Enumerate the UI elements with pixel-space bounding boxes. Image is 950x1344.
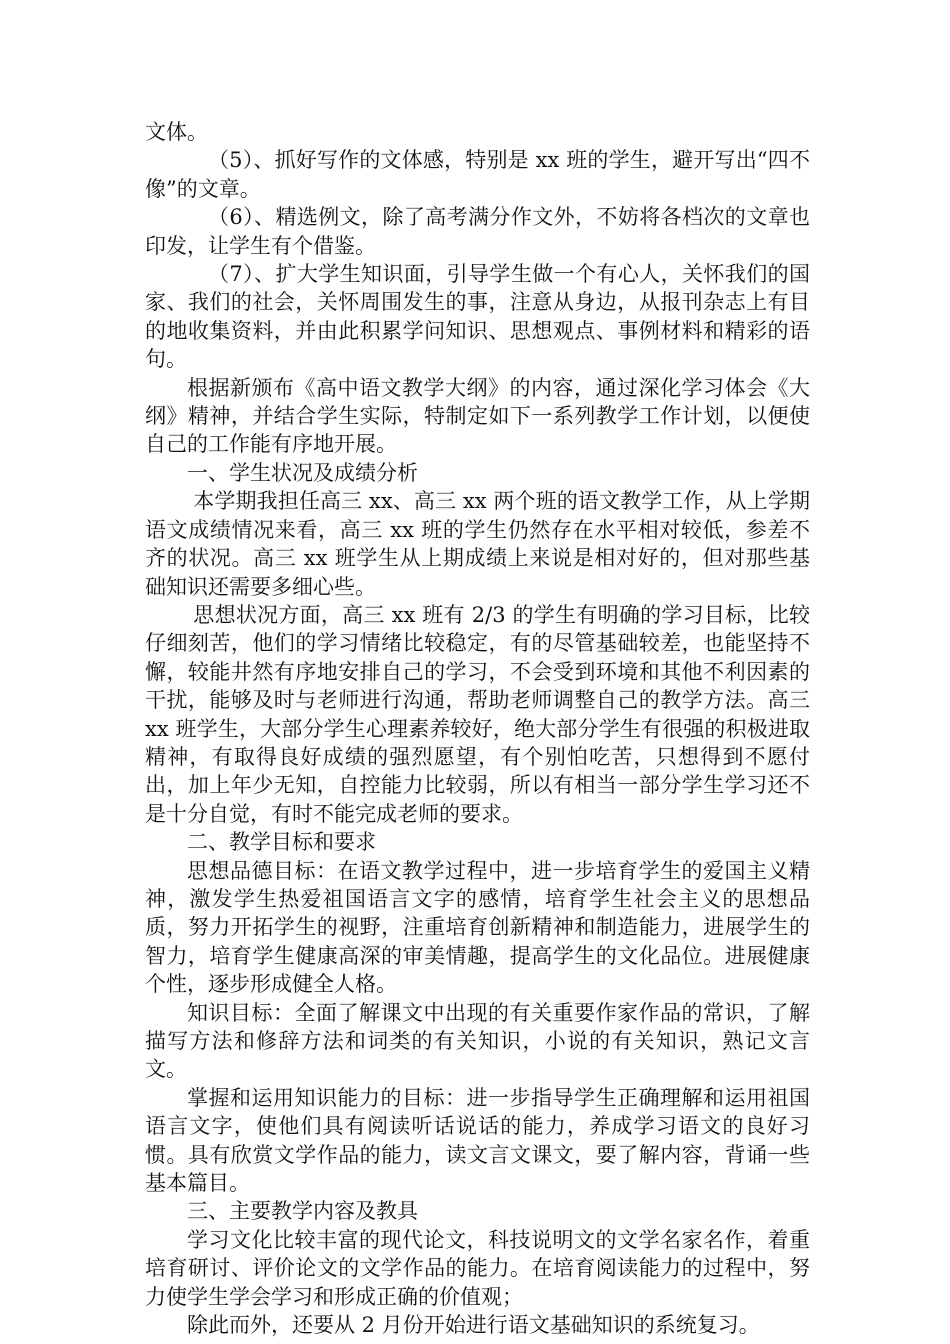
paragraph-thinking-status: 思想状况方面，高三 xx 班有 2/3 的学生有明确的学习目标，比较仔细刻苦，他们的学习情绪比较稳定，有的尽管基础较差，也能坚持不懈，较能井然有序地安排自己的学习，不会受到环境和其他不利因素的干扰，能够及时与老师进行沟通，帮助老师调整自己的教学方法。高三 xx 班学生，大部分学生心理素养较好，绝大部分学生有很强的积极进取精神，有取得良好成绩的强烈愿望，有个别怕吃苦，只想得到不愿付出，加上年少无知，自控能力比较弱，所以有相当一部分学生学习还不是十分自觉，有时不能完成老师的要求。 <box>145 602 810 826</box>
paragraph-review-plan: 除此而外，还要从 2 月份开始进行语文基础知识的系统复习。 <box>187 1313 760 1338</box>
paragraph-teaching-content: 学习文化比较丰富的现代论文，科技说明文的文学名家名作，着重培育研讨、评价论文的文学作品的能力。在培育阅读能力的过程中，努力使学生学会学习和形成正确的价值观； <box>145 1227 810 1309</box>
paragraph-continuation: 文体。 <box>145 120 208 144</box>
paragraph-knowledge-goal: 知识目标：全面了解课文中出现的有关重要作家作品的常识，了解描写方法和修辞方法和词类的有关知识，小说的有关知识，熟记文言文。 <box>145 1000 810 1082</box>
document-body <box>145 118 810 1339</box>
paragraph-moral-goal: 思想品德目标：在语文教学过程中，进一步培育学生的爱国主义精神，激发学生热爱祖国语言文字的感情，培育学生社会主义的思想品质，努力开拓学生的视野，注重培育创新精神和制造能力，进展学生的智力，培育学生健康高深的审美情趣，提高学生的文化品位。进展健康个性，逐步形成健全人格。 <box>145 858 810 997</box>
intro-paragraph: 根据新颁布《高中语文教学大纲》的内容，通过深化学习体会《大纲》精神，并结合学生实际，特制定如下一系列教学工作计划，以便使自己的工作能有序地开展。 <box>145 375 810 457</box>
list-item-6: （6）、精选例文，除了高考满分作文外，不妨将各档次的文章也印发，让学生有个借鉴。 <box>145 205 810 258</box>
section-heading-2: 二、教学目标和要求 <box>187 830 376 855</box>
paragraph-score-analysis: 本学期我担任高三 xx、高三 xx 两个班的语文教学工作，从上学期语文成绩情况来看，高三 xx 班的学生仍然存在水平相对较低，参差不齐的状况。高三 xx 班学生从上期成绩上来说是相对好的，但对那些基础知识还需要多细心些。 <box>145 489 810 599</box>
section-heading-1: 一、学生状况及成绩分析 <box>187 460 418 485</box>
section-heading-3: 三、主要教学内容及教具 <box>187 1199 418 1224</box>
list-item-5: （5）、抓好写作的文体感，特别是 xx 班的学生，避开写出“四不像”的文章。 <box>145 148 810 201</box>
list-item-7: （7）、扩大学生知识面，引导学生做一个有心人，关怀我们的国家、我们的社会，关怀周围发生的事，注意从身边，从报刊杂志上有目的地收集资料，并由此积累学问知识、思想观点、事例材料和精彩的语句。 <box>145 262 810 372</box>
paragraph-ability-goal: 掌握和运用知识能力的目标：进一步指导学生正确理解和运用祖国语言文字，使他们具有阅读听话说话的能力，养成学习语文的良好习惯。具有欣赏文学作品的能力，读文言文课文，要了解内容，背诵一些基本篇目。 <box>145 1085 810 1196</box>
